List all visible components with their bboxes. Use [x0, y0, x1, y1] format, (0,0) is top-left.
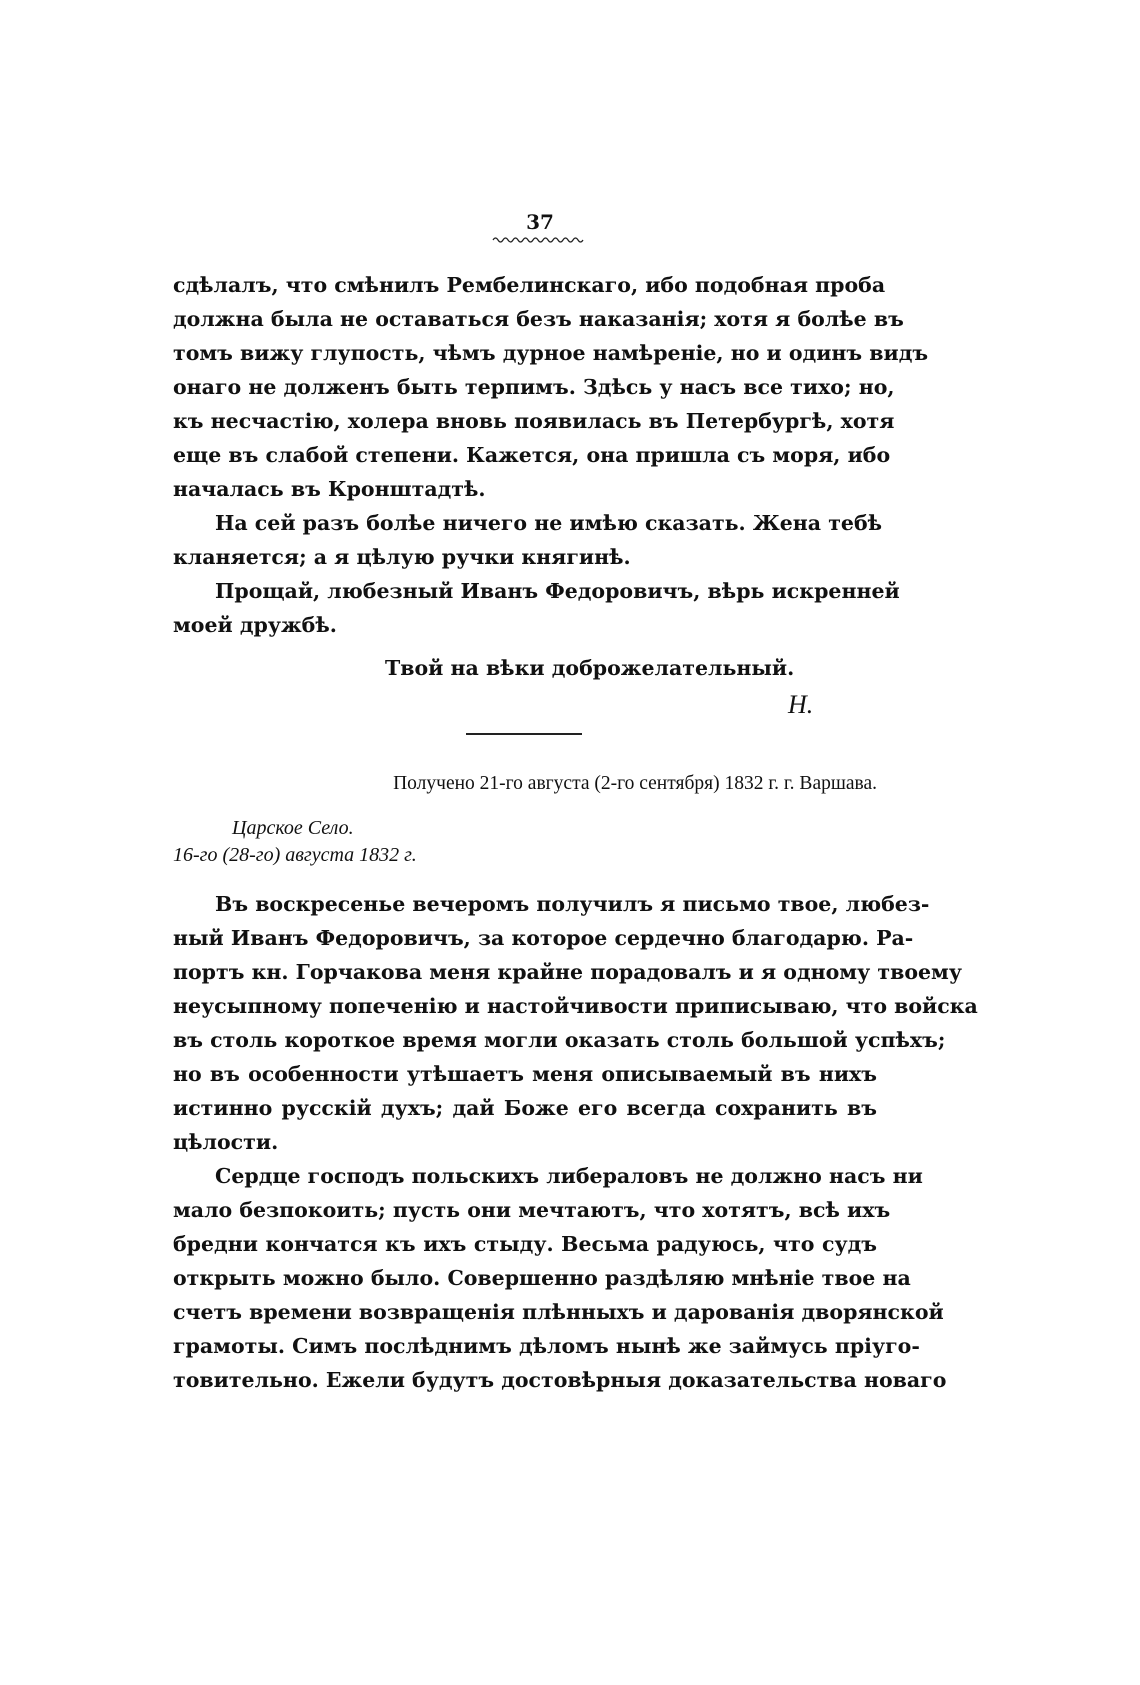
- text-line: Въ воскресенье вечеромъ получилъ я письмо твое, любез-: [215, 892, 930, 916]
- text-line: моей дружбѣ.: [173, 613, 337, 637]
- letter1-body: [173, 268, 929, 642]
- text-line: въ столь короткое время могли оказать столь большой успѣхъ;: [173, 1028, 946, 1052]
- text-line: грамоты. Симъ послѣднимъ дѣломъ нынѣ же займусь пріуго-: [173, 1334, 920, 1358]
- text-line: товительно. Ежели будутъ достовѣрныя доказательства новаго: [173, 1368, 947, 1392]
- text-line: неусыпному попеченію и настойчивости приписываю, что войска: [173, 994, 978, 1018]
- text-line: бредни кончатся къ ихъ стыду. Весьма радуюсь, что судъ: [173, 1232, 877, 1256]
- section-divider: [466, 733, 582, 735]
- text-line: Сердце господъ польскихъ либераловъ не должно насъ ни: [215, 1164, 923, 1188]
- text-line: Прощай, любезный Иванъ Федоровичъ, вѣрь искренней: [215, 579, 900, 603]
- text-line: цѣлости.: [173, 1130, 279, 1154]
- text-line: счетъ времени возвращенія плѣнныхъ и дарованія дворянской: [173, 1300, 944, 1324]
- letter1-paragraph-2: [173, 506, 883, 574]
- letter2-paragraph-2: [173, 1159, 947, 1397]
- text-line: мало безпокоить; пусть они мечтаютъ, что хотятъ, всѣ ихъ: [173, 1198, 891, 1222]
- letter-place: Царское Село.: [232, 817, 354, 839]
- signature: Н.: [788, 690, 814, 719]
- page-number: 37: [526, 210, 554, 234]
- text-line: сдѣлалъ, что смѣнилъ Рембелинскаго, ибо подобная проба: [173, 273, 886, 297]
- text-line: къ несчастію, холера вновь появилась въ Петербургѣ, хотя: [173, 409, 895, 433]
- text-line: истинно русскій духъ; дай Боже его всегда сохранить въ: [173, 1096, 877, 1120]
- wavy-rule-ornament: [493, 236, 583, 244]
- text-line: но въ особенности утѣшаетъ меня описываемый въ нихъ: [173, 1062, 877, 1086]
- text-line: началась въ Кронштадтѣ.: [173, 477, 486, 501]
- letter2-paragraph-1: [173, 887, 978, 1159]
- letter2-body: [173, 887, 978, 1397]
- letter-date: 16-го (28-го) августа 1832 г.: [173, 844, 417, 866]
- letter-closing: Твой на вѣки доброжелательный.: [385, 656, 795, 680]
- text-line: открыть можно было. Совершенно раздѣляю мнѣніе твое на: [173, 1266, 911, 1290]
- text-line: онаго не долженъ быть терпимъ. Здѣсь у насъ все тихо; но,: [173, 375, 895, 399]
- text-line: портъ кн. Горчакова меня крайне порадовалъ и я одному твоему: [173, 960, 962, 984]
- letter1-paragraph-1: [173, 268, 929, 506]
- text-line: еще въ слабой степени. Кажется, она пришла съ моря, ибо: [173, 443, 891, 467]
- text-line: кланяется; а я цѣлую ручки княгинѣ.: [173, 545, 631, 569]
- text-line: томъ вижу глупость, чѣмъ дурное намѣреніе, но и одинъ видъ: [173, 341, 929, 365]
- text-line: ный Иванъ Федоровичъ, за которое сердечно благодарю. Ра-: [173, 926, 914, 950]
- letter1-paragraph-3: [173, 574, 900, 642]
- received-note: Получено 21-го августа (2-го сентября) 1832 г. г. Варшава.: [393, 773, 877, 794]
- text-line: На сей разъ болѣе ничего не имѣю сказать. Жена тебѣ: [215, 511, 883, 535]
- text-line: должна была не оставаться безъ наказанія; хотя я болѣе въ: [173, 307, 904, 331]
